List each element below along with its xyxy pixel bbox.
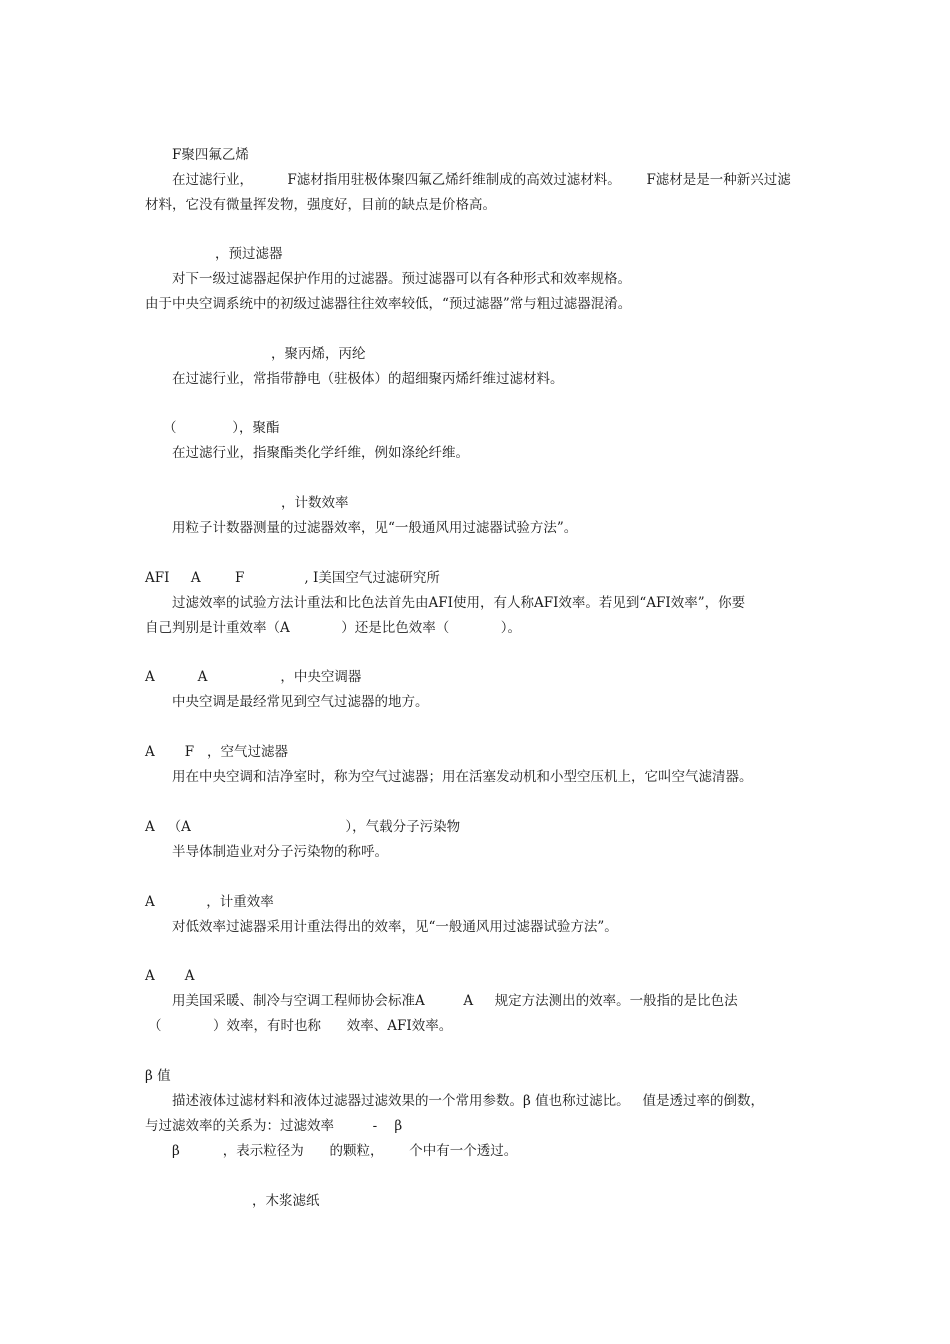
term-polypropylene-heading: ，聚丙烯，丙纶 [271,346,366,362]
term-afi-body: 自己判别是计重效率（A ）还是比色效率（ ）。 [145,620,521,636]
term-polyester-body: 在过滤行业，指聚酯类化学纤维，例如涤纶纤维。 [172,445,469,461]
term-polypropylene-body: 在过滤行业，常指带静电（驻极体）的超细聚丙烯纤维过滤材料。 [172,371,564,387]
term-afi-body: 过滤效率的试验方法计重法和比色法首先由AFI使用，有人称AFI效率。若见到“AFI效率”，你要 [172,595,746,611]
term-prefilter-heading: ，预过滤器 [215,246,283,262]
term-count-efficiency-body: 用粒子计数器测量的过滤器效率，见“一般通风用过滤器试验方法”。 [172,520,578,536]
term-beta-body: 与过滤效率的关系为：过滤效率 - β [145,1118,403,1134]
term-beta-body: 描述液体过滤材料和液体过滤器过滤效果的一个常用参数。β 值也称过滤比。 值是透过率的倒数， [172,1093,764,1109]
term-ashrae-heading: A A [145,968,195,984]
term-amc-heading: A （A ），气载分子污染物 [145,819,461,835]
term-arrestance-heading: A ，计重效率 [145,894,274,910]
term-prefilter-body: 对下一级过滤器起保护作用的过滤器。预过滤器可以有各种形式和效率规格。 [172,271,631,287]
term-ptfe-body: 在过滤行业， F滤材指用驻极体聚四氟乙烯纤维制成的高效过滤材料。 F滤材是是一种新兴过滤 [172,172,791,188]
term-afi-heading: AFI A F , I美国空气过滤研究所 [145,570,440,586]
term-air-filter-heading: A F ，空气过滤器 [145,744,289,760]
term-ptfe-heading: F聚四氟乙烯 [172,147,249,163]
term-ptfe-body: 材料，它没有微量挥发物，强度好，目前的缺点是价格高。 [145,197,496,213]
term-ahu-heading: A A ，中央空调器 [145,669,362,685]
term-air-filter-body: 用在中央空调和洁净室时，称为空气过滤器；用在活塞发动机和小型空压机上，它叫空气滤清器。 [172,769,753,785]
term-prefilter-body: 由于中央空调系统中的初级过滤器往往效率较低，“预过滤器”常与粗过滤器混淆。 [145,296,632,312]
term-polyester-heading: （ ），聚酯 [163,420,280,436]
term-ahu-body: 中央空调是最经常见到空气过滤器的地方。 [172,694,429,710]
term-count-efficiency-heading: ，计数效率 [281,495,349,511]
term-beta-heading: β 值 [145,1068,171,1084]
term-wood-pulp-heading: ，木浆滤纸 [252,1193,320,1209]
term-ashrae-body: （ ）效率，有时也称 效率、AFI效率。 [148,1018,453,1034]
term-arrestance-body: 对低效率过滤器采用计重法得出的效率，见“一般通风用过滤器试验方法”。 [172,919,618,935]
term-ashrae-body: 用美国采暖、制冷与空调工程师协会标准A A 规定方法测出的效率。一般指的是比色法 [172,993,738,1009]
term-beta-body: β ，表示粒径为 的颗粒， 个中有一个透过。 [172,1143,518,1159]
term-amc-body: 半导体制造业对分子污染物的称呼。 [172,844,388,860]
